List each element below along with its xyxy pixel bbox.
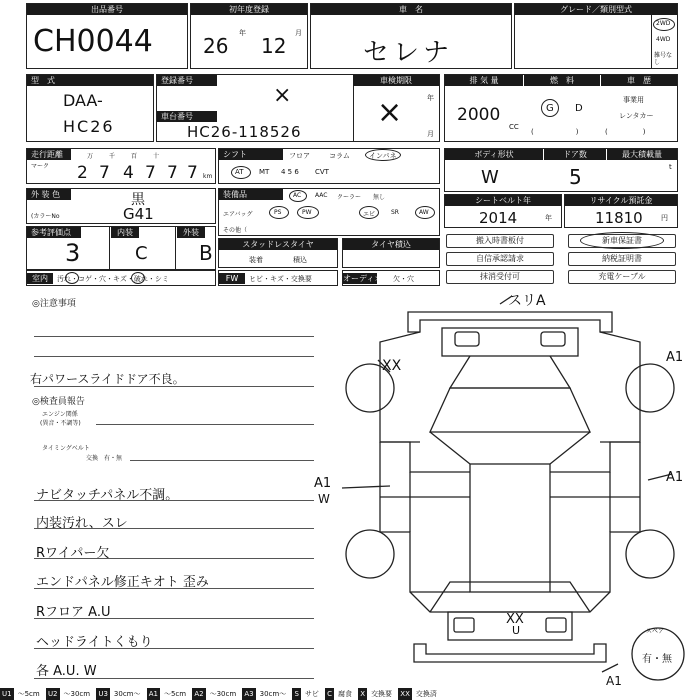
shift-mt: MT	[259, 168, 270, 176]
item-line-2	[34, 528, 314, 529]
fuel-paren: ( )	[531, 128, 579, 136]
legend-val-x: 交換要	[371, 690, 393, 698]
inspector-item-5: Rフロア A.U	[36, 605, 111, 620]
equip-header: 装備品	[219, 189, 283, 200]
car-name-box	[310, 3, 512, 69]
timing-line	[130, 460, 314, 461]
body-header: ボディ形状	[445, 149, 543, 160]
color-value: 黒	[131, 192, 145, 208]
legend-val-c: 腐食	[338, 690, 353, 698]
equip-cooler: クーラー	[337, 194, 362, 201]
reg-year: 26	[203, 34, 229, 58]
fuel-d: D	[575, 103, 583, 114]
note-1: 右パワースライドドア不良。	[30, 372, 185, 386]
doc-2-circle	[580, 232, 664, 249]
audio-strip	[342, 270, 440, 286]
legend-key-a1: A1	[148, 690, 158, 698]
lot-box	[26, 3, 188, 69]
legend-val-xx: 交換済	[415, 690, 437, 698]
mark-right-front: A1	[666, 350, 684, 365]
legend-val-u2: ～30cm	[63, 690, 91, 698]
model-header: 型 式	[27, 75, 153, 86]
legend-key-xx: XX	[400, 690, 410, 698]
capacity-header: 最大積載量	[607, 149, 677, 160]
seatbelt-unit: 年	[545, 214, 552, 222]
mark-left-front: XX	[382, 358, 402, 374]
recycle-value: 11810	[595, 209, 643, 227]
engine-label: エンジン関係	[42, 411, 78, 418]
note-line-2	[34, 356, 314, 357]
mark-top: スリA	[508, 293, 546, 309]
fw-items: ヒビ・キズ・交換要	[249, 275, 312, 283]
doc-4: 納税証明書	[568, 252, 676, 266]
model-line2: HC26	[63, 117, 115, 136]
equip-ac: AC	[293, 192, 302, 199]
tire-header: タイヤ積込	[343, 239, 439, 250]
marker-label: マーク	[31, 163, 50, 170]
equip-sr: SR	[391, 209, 399, 216]
color-box	[26, 188, 216, 224]
doc-6: 充電ケーブル	[568, 270, 676, 284]
mark-left-mid: A1	[314, 476, 332, 491]
tire-box	[342, 238, 440, 268]
interior-grade-header: 内装	[111, 227, 139, 238]
inspector-title: ◎検査員報告	[32, 397, 85, 407]
engine-box	[444, 74, 678, 142]
displacement-header: 排 気 量	[445, 75, 523, 86]
shift-inpane: インパネ	[369, 152, 397, 160]
reference-header: 参考評価点	[27, 227, 81, 238]
cond-circle-2	[131, 272, 145, 284]
chassis-header: 車台番号	[157, 111, 217, 122]
inspection-month-unit: 月	[427, 130, 434, 138]
legend-key-a3: A3	[244, 690, 254, 698]
mark-right-mid: A1	[666, 470, 684, 485]
reg-no-header: 登録番号	[157, 75, 217, 86]
interior-cond-label: 室内	[27, 273, 53, 284]
equip-none: 無し	[373, 194, 386, 201]
item-line-4	[34, 588, 314, 589]
legend-key-u3: U3	[98, 690, 108, 698]
first-reg-header: 初年度登録	[191, 4, 307, 15]
grade-header: グレード／類別型式	[515, 4, 677, 15]
displacement-value: 2000	[457, 105, 501, 125]
exterior-grade: B	[199, 241, 213, 265]
grade-box	[514, 3, 678, 69]
fuel-g: G	[546, 103, 554, 114]
cc-unit: CC	[509, 123, 519, 131]
mileage-digit-3: 4	[123, 163, 134, 183]
grades-box	[26, 226, 216, 270]
notes-title: ◎注意事項	[32, 299, 76, 309]
model-box	[26, 74, 154, 142]
history-opt1: 事業用	[623, 96, 644, 104]
doc-3: 自信承認請求	[446, 252, 554, 266]
item-line-3	[34, 558, 314, 559]
recycle-unit: 円	[661, 214, 668, 222]
mileage-header: 走行距離	[27, 149, 71, 160]
month-unit: 月	[295, 29, 302, 37]
shift-floor: フロア	[289, 152, 310, 160]
exterior-grade-header: 外装	[177, 227, 205, 238]
doors-header: ドア数	[544, 149, 606, 160]
recycle-box	[564, 194, 678, 228]
lot-number: CH0044	[33, 24, 153, 59]
mileage-digit-1: 2	[77, 163, 88, 183]
note-line-1	[34, 336, 314, 337]
legend-key-a2: A2	[194, 690, 204, 698]
shift-column: コラム	[329, 152, 350, 160]
legend-key-s: S	[294, 690, 299, 698]
shift-cvt: CVT	[315, 168, 329, 176]
reg-no-cross: ×	[273, 83, 292, 108]
note-line-3	[34, 386, 314, 387]
legend-val-u3: 30cm～	[113, 690, 141, 698]
condition-strip	[26, 270, 216, 286]
equip-pw: PW	[302, 209, 312, 216]
mileage-unit: km	[203, 173, 213, 180]
mark-left-mid2: W	[318, 492, 330, 506]
spare-label: スペア	[646, 628, 665, 635]
seatbelt-header: シートベルト年	[445, 195, 561, 206]
body-box	[444, 148, 678, 192]
chassis-number: HC26-118526	[187, 123, 302, 141]
legend-key-c: C	[327, 690, 333, 698]
overall-grade: 3	[65, 239, 81, 267]
shift-box	[218, 148, 440, 184]
history-opt2: レンタカー	[619, 112, 654, 120]
fw-strip	[218, 270, 338, 286]
studless-opt2: 積込	[293, 256, 307, 264]
item-line-1	[34, 500, 314, 501]
car-name: セレナ	[363, 38, 454, 68]
color-header: 外 装 色	[27, 189, 71, 200]
doc-5: 抹消受付可	[446, 270, 554, 284]
audio-label: オーディオ	[343, 274, 383, 283]
lot-header: 出品番号	[27, 4, 187, 15]
engine-line	[96, 424, 314, 425]
audio-items: 欠・穴	[393, 275, 414, 283]
timing-exchange: 交換 有・無	[86, 455, 123, 462]
inspector-item-3: Rワイパー欠	[36, 546, 110, 561]
legend-key-u1: U1	[2, 690, 12, 698]
seatbelt-year: 2014	[479, 209, 518, 227]
doc-2: 新車保証書	[568, 234, 676, 248]
item-line-5	[34, 618, 314, 619]
mileage-digit-4: 7	[145, 163, 156, 183]
shift-at: AT	[235, 168, 244, 176]
equipment-box	[218, 188, 440, 236]
recycle-header: リサイクル預託金	[565, 195, 677, 206]
legend-key-x: X	[360, 690, 366, 698]
item-line-6	[34, 648, 314, 649]
inspection-header: 車検期限	[353, 75, 439, 86]
mileage-digit-5: 7	[167, 163, 178, 183]
spare-options: 有・無	[642, 654, 672, 665]
color-code-label: (カラーNo	[31, 213, 60, 220]
inspector-item-1: ナビタッチパネル不調。	[36, 488, 179, 503]
legend-val-u1: ～5cm	[17, 690, 40, 698]
inspector-item-6: ヘッドライトくもり	[36, 635, 153, 650]
legend-val-a1: ～5cm	[163, 690, 187, 698]
year-unit: 年	[239, 29, 246, 37]
cond-circle-1	[65, 272, 79, 284]
mark-rear2: U	[512, 624, 521, 637]
studless-opt1: 装着	[249, 256, 263, 264]
mark-rear: XX	[506, 612, 524, 627]
legend-key-u2: U2	[47, 690, 58, 698]
inspector-item-4: エンドパネル修正キオト 歪み	[36, 575, 209, 590]
studless-box	[218, 238, 338, 268]
timing-label: タイミングベルト	[42, 445, 90, 452]
body-value: W	[481, 167, 499, 188]
seatbelt-box	[444, 194, 562, 228]
interior-cond-items: 汚れ・コゲ・穴・キズ・破れ・シミ	[57, 275, 169, 283]
drive-hold: 雑号なし	[654, 52, 673, 66]
history-paren: ( )	[605, 128, 646, 136]
mileage-digit-6: 7	[187, 163, 198, 183]
shift-header: シフト	[219, 149, 283, 160]
drive-2wd: 2WD	[656, 20, 671, 27]
registration-box	[156, 74, 440, 142]
capacity-unit: t	[669, 163, 672, 171]
model-line1: DAA-	[63, 91, 103, 110]
fw-label: FW	[219, 273, 245, 284]
inspection-year-unit: 年	[427, 94, 434, 102]
damage-legend	[0, 688, 700, 700]
equip-aac: AAC	[315, 192, 328, 199]
mileage-box	[26, 148, 216, 184]
inspector-item-7: 各 A.U. W	[36, 664, 97, 679]
equip-ebi: エビ	[363, 211, 376, 218]
car-name-header: 車 名	[311, 4, 511, 15]
mark-rear-corner: A1	[606, 674, 622, 688]
legend-val-a3: 30cm～	[259, 690, 287, 698]
equip-other: その他（	[223, 227, 248, 234]
legend-val-a2: ～30cm	[209, 690, 237, 698]
reg-month: 12	[261, 34, 287, 58]
fuel-header: 燃 料	[524, 75, 600, 86]
equip-airbag: エアバッグ	[223, 211, 253, 218]
color-code: G41	[123, 205, 154, 223]
shift-gears: 4 5 6	[281, 168, 299, 176]
mileage-digit-2: 7	[99, 163, 110, 183]
studless-header: スタッドレスタイヤ	[219, 239, 337, 250]
doc-1: 搬入時書板付	[446, 234, 554, 248]
inspector-item-2: 内装汚れ、スレ	[36, 516, 128, 531]
interior-grade: C	[135, 243, 148, 264]
inspection-cross: ×	[377, 95, 403, 130]
doors-value: 5	[569, 165, 582, 189]
item-line-7	[34, 678, 314, 679]
history-header: 車 歴	[601, 75, 677, 86]
legend-val-s: サビ	[304, 690, 319, 698]
engine-sub: (異音・不調等)	[40, 420, 81, 427]
mileage-unit-labels: 万千百十	[87, 153, 176, 160]
drive-4wd: 4WD	[656, 36, 671, 43]
equip-ps: PS	[274, 209, 282, 216]
first-reg-box	[190, 3, 308, 69]
equip-aw: AW	[419, 209, 429, 216]
